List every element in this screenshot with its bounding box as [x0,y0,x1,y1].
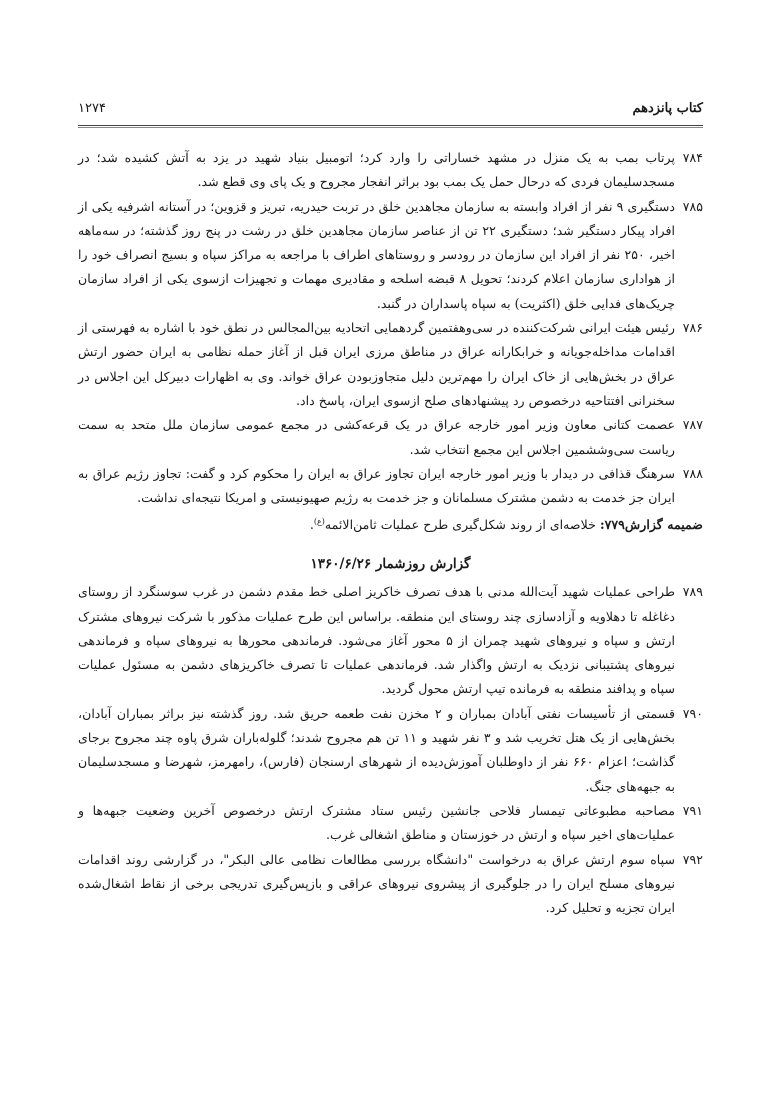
annex-text: خلاصه‌ای از روند شکل‌گیری طرح عملیات ثامن‌الائمه [324,517,596,533]
header-rule [78,125,703,128]
page-content [78,146,703,920]
entry-text: طراحی عملیات شهید آیت‌الله مدنی با هدف تصرف خاکریز اصلی خط مقدم دشمن در غرب سوسنگرد از روستای دغاغله تا دهلاویه و آزادسازی چند روستای این منطقه. براساس این طرح عملیات مذکور با شرکت نیروهای مشترک ارتش و سپاه و نیروهای شهید چمران از ۵ محور آغاز می‌شود. فرماندهی محورها به نیروهای سپاه و فرماندهی نیروهای پشتیبانی نزدیک به ارتش واگذار شد. فرماندهی عملیات تا تصرف خاکریزهای دشمن به مسئول عملیات سپاه و پدافند منطقه به فرمانده تیپ ارتش محول گردید. [78,584,675,697]
entry-788 [78,462,703,511]
annex-line [78,510,703,537]
entry-text: دستگیری ۹ نفر از افراد وابسته به سازمان مجاهدین خلق در تربت حیدریه، تبریز و قزوین؛ در آستانه اشرفیه یکی از افراد پیکار دستگیر شد؛ دستگیری ۲۲ تن از عناصر سازمان مجاهدین خلق در رشت در پنج روز گذشته؛ در سه‌ماهه اخیر، ۲۵۰ نفر از افراد این سازمان در رودسر و روستاهای اطراف با مراجعه به مراکز سپاه و بسیج انصراف خود را از هواداری سازمان اعلام کردند؛ تحویل ۸ قبضه اسلحه و مقادیری مهمات و تجهیزات ازسوی یکی از افراد سازمان چریک‌های فدایی خلق (اکثریت) به سپاه پاسداران در گنبد. [78,198,676,311]
entry-784 [78,146,703,195]
book-title: کتاب پانزدهم [632,100,703,116]
entry-number: ۷۸۴ [682,150,703,165]
entry-number: ۷۹۲ [682,851,703,867]
entry-number: ۷۸۵ [682,198,703,214]
page-number: ۱۲۷۴ [78,100,106,116]
entry-text: سرهنگ قذافی در دیدار با وزیر امور خارجه ایران تجاوز عراق به ایران را محکوم کرد و گفت: تجاوز رژیم عراق به ایران جز خدمت به دشمن مشترک مسلمانان و جز خدمت به رژیم صهیونیستی و امریکا نتیجه‌ای نداشت. [78,465,675,506]
entry-786 [78,316,703,413]
entry-792 [78,848,703,921]
entry-text: عصمت کتانی معاون وزیر امور خارجه عراق در یک قرعه‌کشی در مجمع عمومی سازمان ملل متحد به سمت ریاست سی‌وششمین اجلاس این مجمع انتخاب شد. [78,417,675,457]
entry-number: ۷۸۷ [682,417,703,433]
annex-label: ضمیمه گزارش۷۷۹: [599,517,703,533]
entry-text: پرتاب بمب به یک منزل در مشهد خساراتی را وارد کرد؛ اتومبیل بنیاد شهید در یزد به آتش کشیده شد؛ در مسجدسلیمان فردی که درحال حمل یک بمب بود براثر انفجار مجروح و یک پای وی قطع شد. [78,150,675,190]
entry-785 [78,195,703,316]
page-header [78,97,703,119]
entry-number: ۷۹۱ [682,802,703,818]
annex-footnote: (ع) [313,517,325,527]
entry-text: قسمتی از تأسیسات نفتی آبادان بمباران و ۲ مخزن نفت طعمه حریق شد. روز گذشته نیز براثر بمباران آبادان، بخش‌هایی از یک هتل تخریب شد و ۳ نفر شهید و ۱۱ تن هم مجروح شدند؛ گلوله‌باران شرق پاوه چند مجروح برجای گذاشت؛ اعزام ۶۶۰ نفر از داوطلبان آموزش‌دیده از شهرهای ارسنجان (فارس)، رامهرمز، شهرضا و مسجدسلیمان به جبهه‌های جنگ. [78,705,676,794]
entry-790 [78,702,703,799]
entry-number: ۷۸۹ [682,584,703,600]
entry-text: سپاه سوم ارتش عراق به درخواست "دانشگاه بررسی مطالعات نظامی عالی البکر"، در گزارشی روند اقدامات نیروهای مسلح ایران را در جلوگیری از پیشروی نیروهای عراقی و بازپس‌گیری تدریجی برخی از نقاط اشغال‌شده ایران تجزیه و تحلیل کرد. [78,851,675,916]
entry-number: ۷۹۰ [682,705,703,721]
entry-787 [78,413,703,462]
entry-791 [78,799,703,848]
section-title: گزارش روزشمار ۱۳۶۰/۶/۲۶ [310,555,471,572]
entry-text: رئیس هیئت ایرانی شرکت‌کننده در سی‌وهفتمین گردهمایی اتحادیه بین‌المجالس در نطق خود با اشاره به فهرستی از اقدامات مداخله‌جویانه و خرابکارانه عراق در مناطق مرزی ایران قبل از آغاز حمله نظامی به ایران حضور ارتش عراق در بخش‌هایی از خاک ایران را مهم‌ترین دلیل متجاوزبودن عراق خواند. وی به اظهارات دبیرکل این اجلاس در سخنرانی افتتاحیه درخصوص رد پیشنهادهای صلح ازسوی ایران، پاسخ داد. [78,320,675,408]
annex-end: . [309,517,314,533]
entry-789 [78,580,703,701]
entry-number: ۷۸۶ [682,320,703,336]
entry-text: مصاحبه مطبوعاتی تیمسار فلاحی جانشین رئیس ستاد مشترک ارتش درخصوص آخرین وضعیت جبهه‌ها و عملیات‌های اخیر سپاه و ارتش در خوزستان و مناطق اشغالی غرب. [78,802,675,843]
entry-number: ۷۸۸ [682,465,703,481]
